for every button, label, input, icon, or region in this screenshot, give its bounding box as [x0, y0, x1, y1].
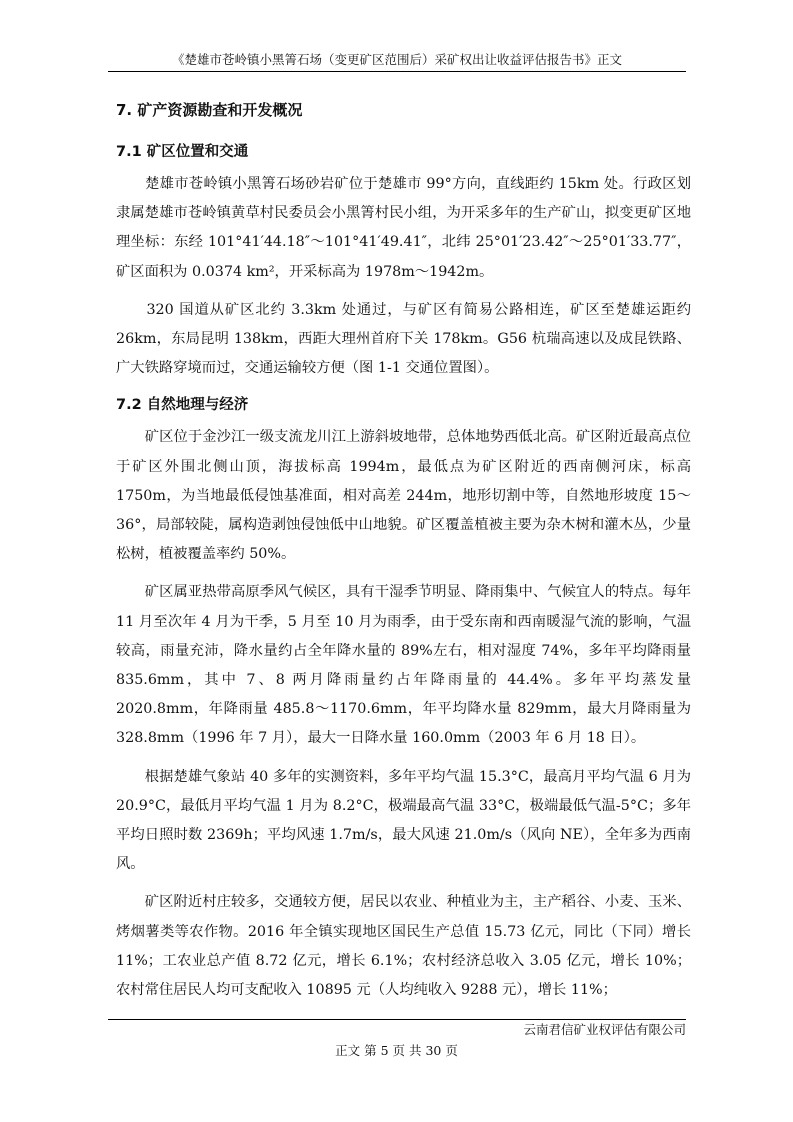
header-divider [108, 71, 686, 72]
paragraph: 根据楚雄气象站 40 多年的实测资料，多年平均气温 15.3°C，最高月平均气温 6 月为 20.9°C，最低月平均气温 1 月为 8.2°C，极端最高气温 33°C，极端最低气温-5°C；多年平均日照时数 2369h；平均风速 1.7m/s，最大风速 21.0m/s（风向 NE），全年多为西南风。 [116, 768, 691, 873]
paragraph: 矿区属亚热带高原季风气候区，具有干湿季节明显、降雨集中、气候宜人的特点。每年 11 月至次年 4 月为干季，5 月至 10 月为雨季，由于受东南和西南暖湿气流的影响，气温较高，雨量充沛，降水量约占全年降水量的 89%左右，相对湿度 74%，多年平均降雨量 835.6mm，其中 7、8 两月降雨量约占年降雨量的 44.4%。多年平均蒸发量 2020.8mm，年降雨量 485.8～1170.6mm，年平均降水量 829mm，最大月降雨量为 328.8mm（1996 年 7 月），最大一日降水量 160.0mm（2003 年 6 月 18 日）。 [116, 584, 691, 747]
subsection-heading-location: 7.1 矿区位置和交通 [116, 144, 249, 160]
subsection-heading-geography: 7.2 自然地理与经济 [116, 397, 249, 414]
footer-divider [108, 1019, 686, 1020]
running-header: 《楚雄市苍岭镇小黑箐石场（变更矿区范围后）采矿权出让收益评估报告书》正文 [171, 52, 622, 67]
paragraph: 矿区位于金沙江一级支流龙川江上游斜坡地带，总体地势西低北高。矿区附近最高点位于矿区外围北侧山顶，海拔标高 1994m，最低点为矿区附近的西南侧河床，标高 1750m，为当地最低侵蚀基准面，相对高差 244m，地形切割中等，自然地形坡度 15～36°，局部较陡，属构造剥蚀侵蚀低中山地貌。矿区覆盖植被主要为杂木树和灌木丛，少量松树，植被覆盖率约 50%。 [116, 429, 691, 563]
paragraph: 320 国道从矿区北约 3.3km 处通过，与矿区有简易公路相连，矿区至楚雄运距约 26km，东局昆明 138km，西距大理州首府下关 178km。G56 杭瑞高速以及成昆铁路、广大铁路穿境而过，交通运输较方便（图 1-1 交通位置图）。 [116, 301, 691, 377]
paragraph: 楚雄市苍岭镇小黑箐石场砂岩矿位于楚雄市 99°方向，直线距约 15km 处。行政区划隶属楚雄市苍岭镇黄草村民委员会小黑箐村民小组，为开采多年的生产矿山，拟变更矿区地理坐标：东经 101°41′44.18″～101°41′49.41″，北纬 25°01′23.42″～25°01′33.77″，矿区面积为 0.0374 km²，开采标高为 1978m～1942m。 [116, 176, 691, 280]
paragraph: 矿区附近村庄较多，交通较方便，居民以农业、种植业为主，主产稻谷、小麦、玉米、烤烟薯类等农作物。2016 年全镇实现地区国民生产总值 15.73 亿元，同比（下同）增长 11%；工农业总产值 8.72 亿元，增长 6.1%；农村经济总收入 3.05 亿元，增长 10%；农村常住居民人均可支配收入 10895 元（人均纯收入 9288 元），增长 11%； [116, 894, 691, 999]
footer-company: 云南君信矿业权评估有限公司 [523, 1022, 686, 1037]
page-number: 正文 第 5 页 共 30 页 [335, 1043, 458, 1058]
section-heading: 7. 矿产资源勘查和开发概况 [116, 101, 303, 119]
main-content [116, 84, 691, 1005]
